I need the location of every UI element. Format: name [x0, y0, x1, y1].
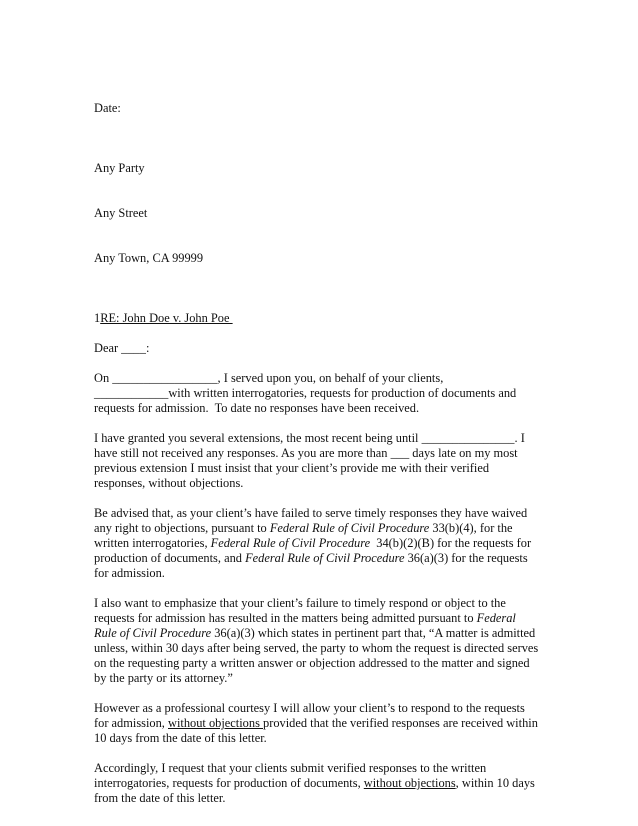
- salutation: Dear ____:: [94, 341, 150, 355]
- recipient-address: [94, 131, 549, 296]
- paragraph-courtesy: [94, 701, 549, 746]
- rule-citation-2: Federal Rule of Civil Procedure: [210, 536, 371, 550]
- rule-citation-1: Federal Rule of Civil Procedure: [269, 521, 430, 535]
- waiver-text-3: 34(b)(2)(B) for the requests for production of documents, and: [94, 536, 532, 565]
- waiver-text-4: 36(a)(3) for the requests for admission.: [94, 551, 528, 580]
- request-text-1: Accordingly, I request that your clients submit verified responses to the written interrogatories, requests for production of documents,: [94, 761, 487, 790]
- address-line-name: Any Party: [94, 161, 145, 175]
- waiver-text-2: 33(b)(4), for the written interrogatories,: [94, 521, 513, 550]
- letter-body: [94, 101, 549, 806]
- courtesy-text-2: provided that the verified responses are received within 10 days from the date of this letter.: [94, 716, 538, 745]
- waiver-text-1: Be advised that, as your client’s have failed to serve timely responses they have waived any right to objections, pursuant to: [94, 506, 528, 535]
- paragraph-request: [94, 761, 549, 806]
- admissions-text-1: I also want to emphasize that your client’s failure to timely respond or object to the requests for admission has resulted in the matters being admitted pursuant to: [94, 596, 506, 625]
- re-prefix: 1: [94, 311, 101, 325]
- request-text-2: , within 10 days from the date of this letter.: [94, 776, 535, 805]
- paragraph-service: On _________________, I served upon you, on behalf of your clients, ____________with written interrogatories, requests for production of documents and requests for admission. To date no responses have been received.: [94, 371, 517, 415]
- address-line-street: Any Street: [94, 206, 148, 220]
- paragraph-waiver: [94, 506, 549, 581]
- rule-citation-4: Federal Rule of Civil Procedure: [94, 611, 516, 640]
- paragraph-admissions: [94, 596, 549, 686]
- re-case-title: RE: John Doe v. John Poe: [100, 311, 233, 325]
- rule-citation-3: Federal Rule of Civil Procedure: [245, 551, 405, 565]
- admissions-text-2: 36(a)(3) which states in pertinent part that, “A matter is admitted unless, within 30 days after being served, the party to whom the request is directed serves on the requesting party a written answer or objection addressed to the matter and signed by the party or its attorney.”: [94, 626, 539, 685]
- paragraph-extensions: I have granted you several extensions, the most recent being until _______________. I have still not received any responses. As you are more than ___ days late on my most previous extension I must insist that your client’s provide me with their verified responses, without objections.: [94, 431, 525, 490]
- request-emphasis: without objections: [363, 776, 456, 790]
- courtesy-emphasis: without objections: [168, 716, 263, 730]
- courtesy-text-1: However as a professional courtesy I will allow your client’s to respond to the requests for admission,: [94, 701, 525, 730]
- address-line-city: Any Town, CA 99999: [94, 251, 204, 265]
- date-line: Date:: [94, 101, 121, 115]
- re-line: [94, 311, 549, 326]
